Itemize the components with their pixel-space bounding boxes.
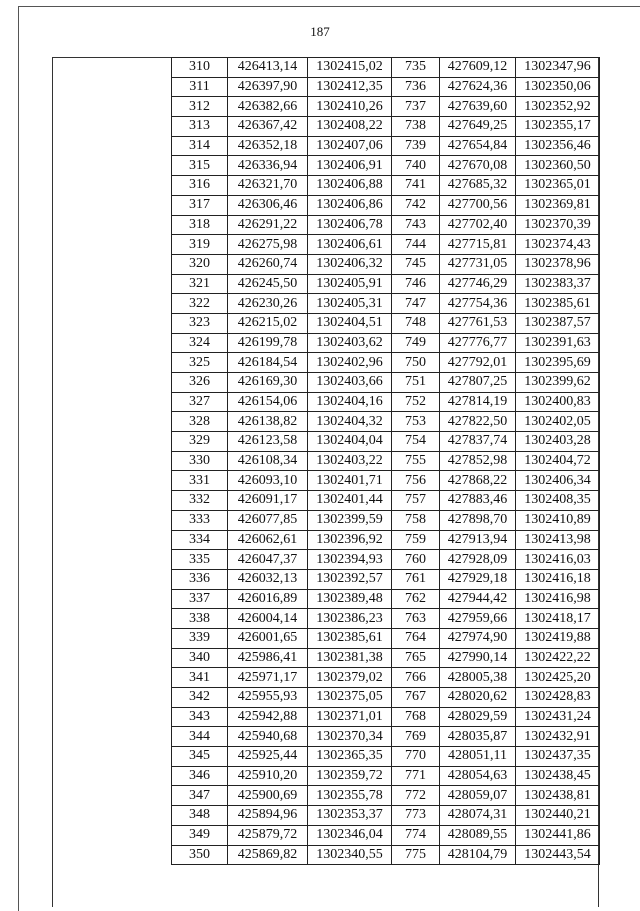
table-row bbox=[172, 668, 600, 688]
x-coordinate-right: 427944,42 bbox=[440, 589, 516, 609]
y-coordinate-right: 1302410,89 bbox=[516, 510, 600, 530]
point-number-left: 327 bbox=[172, 392, 228, 412]
point-number-right: 743 bbox=[392, 215, 440, 235]
point-number-right: 753 bbox=[392, 412, 440, 432]
y-coordinate-right: 1302365,01 bbox=[516, 176, 600, 196]
y-coordinate-left: 1302403,62 bbox=[308, 333, 392, 353]
table-row bbox=[172, 825, 600, 845]
table-row bbox=[172, 274, 600, 294]
x-coordinate-right: 427814,19 bbox=[440, 392, 516, 412]
table-row bbox=[172, 195, 600, 215]
point-number-right: 751 bbox=[392, 373, 440, 393]
y-coordinate-right: 1302356,46 bbox=[516, 136, 600, 156]
x-coordinate-left: 425986,41 bbox=[228, 648, 308, 668]
y-coordinate-left: 1302385,61 bbox=[308, 628, 392, 648]
x-coordinate-right: 428054,63 bbox=[440, 766, 516, 786]
x-coordinate-right: 428029,59 bbox=[440, 707, 516, 727]
point-number-left: 317 bbox=[172, 195, 228, 215]
y-coordinate-right: 1302437,35 bbox=[516, 747, 600, 767]
point-number-left: 313 bbox=[172, 117, 228, 137]
y-coordinate-left: 1302410,26 bbox=[308, 97, 392, 117]
x-coordinate-left: 426138,82 bbox=[228, 412, 308, 432]
y-coordinate-left: 1302406,86 bbox=[308, 195, 392, 215]
point-number-right: 738 bbox=[392, 117, 440, 137]
y-coordinate-right: 1302416,03 bbox=[516, 550, 600, 570]
table-row bbox=[172, 707, 600, 727]
table-row bbox=[172, 569, 600, 589]
x-coordinate-left: 426184,54 bbox=[228, 353, 308, 373]
x-coordinate-right: 427754,36 bbox=[440, 294, 516, 314]
x-coordinate-right: 427852,98 bbox=[440, 451, 516, 471]
point-number-left: 321 bbox=[172, 274, 228, 294]
y-coordinate-right: 1302404,72 bbox=[516, 451, 600, 471]
y-coordinate-left: 1302406,78 bbox=[308, 215, 392, 235]
point-number-right: 756 bbox=[392, 471, 440, 491]
y-coordinate-right: 1302369,81 bbox=[516, 195, 600, 215]
y-coordinate-left: 1302346,04 bbox=[308, 825, 392, 845]
point-number-left: 339 bbox=[172, 628, 228, 648]
x-coordinate-right: 427715,81 bbox=[440, 235, 516, 255]
point-number-left: 348 bbox=[172, 806, 228, 826]
y-coordinate-left: 1302365,35 bbox=[308, 747, 392, 767]
x-coordinate-left: 426123,58 bbox=[228, 432, 308, 452]
x-coordinate-right: 427761,53 bbox=[440, 313, 516, 333]
x-coordinate-left: 426230,26 bbox=[228, 294, 308, 314]
table-row bbox=[172, 392, 600, 412]
x-coordinate-right: 427624,36 bbox=[440, 77, 516, 97]
x-coordinate-right: 427913,94 bbox=[440, 530, 516, 550]
point-number-left: 334 bbox=[172, 530, 228, 550]
y-coordinate-left: 1302403,22 bbox=[308, 451, 392, 471]
x-coordinate-left: 425925,44 bbox=[228, 747, 308, 767]
y-coordinate-right: 1302440,21 bbox=[516, 806, 600, 826]
point-number-left: 323 bbox=[172, 313, 228, 333]
point-number-left: 340 bbox=[172, 648, 228, 668]
point-number-left: 328 bbox=[172, 412, 228, 432]
x-coordinate-left: 426062,61 bbox=[228, 530, 308, 550]
y-coordinate-left: 1302412,35 bbox=[308, 77, 392, 97]
y-coordinate-left: 1302386,23 bbox=[308, 609, 392, 629]
point-number-right: 767 bbox=[392, 688, 440, 708]
x-coordinate-right: 427731,05 bbox=[440, 254, 516, 274]
y-coordinate-right: 1302408,35 bbox=[516, 491, 600, 511]
y-coordinate-right: 1302400,83 bbox=[516, 392, 600, 412]
table-row bbox=[172, 550, 600, 570]
x-coordinate-right: 428035,87 bbox=[440, 727, 516, 747]
point-number-left: 347 bbox=[172, 786, 228, 806]
table-row bbox=[172, 766, 600, 786]
y-coordinate-left: 1302405,31 bbox=[308, 294, 392, 314]
point-number-left: 326 bbox=[172, 373, 228, 393]
point-number-left: 319 bbox=[172, 235, 228, 255]
point-number-right: 764 bbox=[392, 628, 440, 648]
x-coordinate-right: 427837,74 bbox=[440, 432, 516, 452]
table-row bbox=[172, 806, 600, 826]
x-coordinate-left: 426154,06 bbox=[228, 392, 308, 412]
table-row bbox=[172, 136, 600, 156]
table-row bbox=[172, 156, 600, 176]
point-number-left: 346 bbox=[172, 766, 228, 786]
y-coordinate-right: 1302374,43 bbox=[516, 235, 600, 255]
table-row bbox=[172, 313, 600, 333]
point-number-right: 758 bbox=[392, 510, 440, 530]
table-row bbox=[172, 727, 600, 747]
y-coordinate-left: 1302381,38 bbox=[308, 648, 392, 668]
x-coordinate-right: 428059,07 bbox=[440, 786, 516, 806]
x-coordinate-left: 426291,22 bbox=[228, 215, 308, 235]
point-number-right: 759 bbox=[392, 530, 440, 550]
point-number-left: 315 bbox=[172, 156, 228, 176]
point-number-right: 765 bbox=[392, 648, 440, 668]
x-coordinate-right: 427929,18 bbox=[440, 569, 516, 589]
x-coordinate-right: 427685,32 bbox=[440, 176, 516, 196]
table-row bbox=[172, 609, 600, 629]
y-coordinate-left: 1302404,04 bbox=[308, 432, 392, 452]
y-coordinate-left: 1302404,16 bbox=[308, 392, 392, 412]
x-coordinate-left: 426093,10 bbox=[228, 471, 308, 491]
point-number-left: 312 bbox=[172, 97, 228, 117]
point-number-left: 311 bbox=[172, 77, 228, 97]
point-number-left: 350 bbox=[172, 845, 228, 865]
point-number-right: 741 bbox=[392, 176, 440, 196]
table-row bbox=[172, 254, 600, 274]
y-coordinate-right: 1302352,92 bbox=[516, 97, 600, 117]
x-coordinate-right: 428005,38 bbox=[440, 668, 516, 688]
y-coordinate-right: 1302399,62 bbox=[516, 373, 600, 393]
y-coordinate-left: 1302375,05 bbox=[308, 688, 392, 708]
x-coordinate-right: 427868,22 bbox=[440, 471, 516, 491]
point-number-right: 766 bbox=[392, 668, 440, 688]
point-number-left: 341 bbox=[172, 668, 228, 688]
x-coordinate-left: 425900,69 bbox=[228, 786, 308, 806]
x-coordinate-right: 427898,70 bbox=[440, 510, 516, 530]
point-number-right: 750 bbox=[392, 353, 440, 373]
y-coordinate-left: 1302399,59 bbox=[308, 510, 392, 530]
point-number-right: 742 bbox=[392, 195, 440, 215]
y-coordinate-right: 1302395,69 bbox=[516, 353, 600, 373]
y-coordinate-right: 1302385,61 bbox=[516, 294, 600, 314]
point-number-left: 318 bbox=[172, 215, 228, 235]
y-coordinate-right: 1302406,34 bbox=[516, 471, 600, 491]
point-number-left: 342 bbox=[172, 688, 228, 708]
point-number-left: 320 bbox=[172, 254, 228, 274]
point-number-right: 774 bbox=[392, 825, 440, 845]
x-coordinate-right: 428051,11 bbox=[440, 747, 516, 767]
point-number-left: 336 bbox=[172, 569, 228, 589]
table-row bbox=[172, 353, 600, 373]
x-coordinate-left: 425910,20 bbox=[228, 766, 308, 786]
y-coordinate-left: 1302392,57 bbox=[308, 569, 392, 589]
point-number-left: 333 bbox=[172, 510, 228, 530]
y-coordinate-right: 1302403,28 bbox=[516, 432, 600, 452]
point-number-right: 772 bbox=[392, 786, 440, 806]
x-coordinate-right: 427609,12 bbox=[440, 58, 516, 78]
x-coordinate-right: 427792,01 bbox=[440, 353, 516, 373]
point-number-right: 739 bbox=[392, 136, 440, 156]
y-coordinate-left: 1302406,91 bbox=[308, 156, 392, 176]
y-coordinate-left: 1302355,78 bbox=[308, 786, 392, 806]
x-coordinate-right: 427974,90 bbox=[440, 628, 516, 648]
point-number-right: 771 bbox=[392, 766, 440, 786]
y-coordinate-left: 1302406,61 bbox=[308, 235, 392, 255]
x-coordinate-right: 428089,55 bbox=[440, 825, 516, 845]
table-row bbox=[172, 471, 600, 491]
x-coordinate-left: 425955,93 bbox=[228, 688, 308, 708]
table-row bbox=[172, 294, 600, 314]
y-coordinate-left: 1302340,55 bbox=[308, 845, 392, 865]
x-coordinate-left: 426215,02 bbox=[228, 313, 308, 333]
x-coordinate-left: 425869,82 bbox=[228, 845, 308, 865]
x-coordinate-right: 427776,77 bbox=[440, 333, 516, 353]
y-coordinate-right: 1302370,39 bbox=[516, 215, 600, 235]
table-row bbox=[172, 58, 600, 78]
x-coordinate-right: 427928,09 bbox=[440, 550, 516, 570]
y-coordinate-right: 1302438,45 bbox=[516, 766, 600, 786]
x-coordinate-left: 426091,17 bbox=[228, 491, 308, 511]
point-number-right: 769 bbox=[392, 727, 440, 747]
y-coordinate-right: 1302422,22 bbox=[516, 648, 600, 668]
y-coordinate-left: 1302370,34 bbox=[308, 727, 392, 747]
table-row bbox=[172, 97, 600, 117]
x-coordinate-right: 427639,60 bbox=[440, 97, 516, 117]
x-coordinate-left: 426169,30 bbox=[228, 373, 308, 393]
x-coordinate-left: 426367,42 bbox=[228, 117, 308, 137]
y-coordinate-right: 1302416,18 bbox=[516, 569, 600, 589]
coordinates-table bbox=[171, 57, 600, 865]
x-coordinate-left: 426004,14 bbox=[228, 609, 308, 629]
x-coordinate-left: 426016,89 bbox=[228, 589, 308, 609]
y-coordinate-right: 1302431,24 bbox=[516, 707, 600, 727]
y-coordinate-left: 1302396,92 bbox=[308, 530, 392, 550]
y-coordinate-left: 1302404,32 bbox=[308, 412, 392, 432]
point-number-left: 322 bbox=[172, 294, 228, 314]
y-coordinate-right: 1302391,63 bbox=[516, 333, 600, 353]
x-coordinate-left: 426306,46 bbox=[228, 195, 308, 215]
y-coordinate-left: 1302415,02 bbox=[308, 58, 392, 78]
y-coordinate-right: 1302378,96 bbox=[516, 254, 600, 274]
table-row bbox=[172, 373, 600, 393]
y-coordinate-right: 1302383,37 bbox=[516, 274, 600, 294]
y-coordinate-right: 1302432,91 bbox=[516, 727, 600, 747]
point-number-right: 746 bbox=[392, 274, 440, 294]
x-coordinate-right: 427649,25 bbox=[440, 117, 516, 137]
y-coordinate-right: 1302402,05 bbox=[516, 412, 600, 432]
table-row bbox=[172, 628, 600, 648]
y-coordinate-left: 1302403,66 bbox=[308, 373, 392, 393]
point-number-right: 748 bbox=[392, 313, 440, 333]
point-number-left: 316 bbox=[172, 176, 228, 196]
x-coordinate-left: 426397,90 bbox=[228, 77, 308, 97]
table-row bbox=[172, 510, 600, 530]
y-coordinate-right: 1302350,06 bbox=[516, 77, 600, 97]
point-number-right: 749 bbox=[392, 333, 440, 353]
point-number-right: 775 bbox=[392, 845, 440, 865]
y-coordinate-right: 1302355,17 bbox=[516, 117, 600, 137]
y-coordinate-right: 1302360,50 bbox=[516, 156, 600, 176]
y-coordinate-right: 1302418,17 bbox=[516, 609, 600, 629]
y-coordinate-left: 1302353,37 bbox=[308, 806, 392, 826]
point-number-left: 331 bbox=[172, 471, 228, 491]
point-number-right: 747 bbox=[392, 294, 440, 314]
point-number-left: 310 bbox=[172, 58, 228, 78]
point-number-right: 755 bbox=[392, 451, 440, 471]
point-number-left: 337 bbox=[172, 589, 228, 609]
point-number-right: 744 bbox=[392, 235, 440, 255]
x-coordinate-left: 426413,14 bbox=[228, 58, 308, 78]
point-number-right: 762 bbox=[392, 589, 440, 609]
table-row bbox=[172, 432, 600, 452]
point-number-left: 335 bbox=[172, 550, 228, 570]
x-coordinate-right: 427670,08 bbox=[440, 156, 516, 176]
point-number-left: 329 bbox=[172, 432, 228, 452]
x-coordinate-right: 427654,84 bbox=[440, 136, 516, 156]
point-number-left: 345 bbox=[172, 747, 228, 767]
x-coordinate-left: 426108,34 bbox=[228, 451, 308, 471]
table-row bbox=[172, 786, 600, 806]
point-number-left: 324 bbox=[172, 333, 228, 353]
y-coordinate-left: 1302404,51 bbox=[308, 313, 392, 333]
point-number-left: 325 bbox=[172, 353, 228, 373]
y-coordinate-right: 1302387,57 bbox=[516, 313, 600, 333]
point-number-right: 763 bbox=[392, 609, 440, 629]
point-number-left: 314 bbox=[172, 136, 228, 156]
x-coordinate-left: 426077,85 bbox=[228, 510, 308, 530]
y-coordinate-right: 1302416,98 bbox=[516, 589, 600, 609]
table-row bbox=[172, 530, 600, 550]
x-coordinate-left: 425894,96 bbox=[228, 806, 308, 826]
point-number-right: 735 bbox=[392, 58, 440, 78]
table-row bbox=[172, 235, 600, 255]
point-number-left: 330 bbox=[172, 451, 228, 471]
x-coordinate-right: 427746,29 bbox=[440, 274, 516, 294]
x-coordinate-right: 428104,79 bbox=[440, 845, 516, 865]
x-coordinate-left: 426336,94 bbox=[228, 156, 308, 176]
point-number-right: 736 bbox=[392, 77, 440, 97]
x-coordinate-left: 425971,17 bbox=[228, 668, 308, 688]
point-number-right: 757 bbox=[392, 491, 440, 511]
x-coordinate-left: 426245,50 bbox=[228, 274, 308, 294]
table-row bbox=[172, 688, 600, 708]
page-number: 187 bbox=[310, 24, 330, 39]
point-number-left: 349 bbox=[172, 825, 228, 845]
table-row bbox=[172, 845, 600, 865]
x-coordinate-left: 426275,98 bbox=[228, 235, 308, 255]
point-number-right: 761 bbox=[392, 569, 440, 589]
table-row bbox=[172, 215, 600, 235]
y-coordinate-left: 1302406,32 bbox=[308, 254, 392, 274]
y-coordinate-right: 1302419,88 bbox=[516, 628, 600, 648]
x-coordinate-right: 428074,31 bbox=[440, 806, 516, 826]
table-row bbox=[172, 589, 600, 609]
x-coordinate-right: 427883,46 bbox=[440, 491, 516, 511]
y-coordinate-right: 1302441,86 bbox=[516, 825, 600, 845]
x-coordinate-left: 426199,78 bbox=[228, 333, 308, 353]
y-coordinate-right: 1302428,83 bbox=[516, 688, 600, 708]
point-number-right: 754 bbox=[392, 432, 440, 452]
y-coordinate-right: 1302347,96 bbox=[516, 58, 600, 78]
table-row bbox=[172, 77, 600, 97]
point-number-right: 737 bbox=[392, 97, 440, 117]
x-coordinate-right: 427959,66 bbox=[440, 609, 516, 629]
y-coordinate-left: 1302407,06 bbox=[308, 136, 392, 156]
y-coordinate-left: 1302402,96 bbox=[308, 353, 392, 373]
y-coordinate-left: 1302359,72 bbox=[308, 766, 392, 786]
y-coordinate-right: 1302425,20 bbox=[516, 668, 600, 688]
y-coordinate-left: 1302389,48 bbox=[308, 589, 392, 609]
table-row bbox=[172, 648, 600, 668]
y-coordinate-left: 1302371,01 bbox=[308, 707, 392, 727]
point-number-right: 773 bbox=[392, 806, 440, 826]
x-coordinate-left: 426382,66 bbox=[228, 97, 308, 117]
point-number-left: 332 bbox=[172, 491, 228, 511]
y-coordinate-right: 1302443,54 bbox=[516, 845, 600, 865]
point-number-left: 343 bbox=[172, 707, 228, 727]
y-coordinate-right: 1302413,98 bbox=[516, 530, 600, 550]
point-number-left: 344 bbox=[172, 727, 228, 747]
x-coordinate-left: 425879,72 bbox=[228, 825, 308, 845]
x-coordinate-left: 426352,18 bbox=[228, 136, 308, 156]
y-coordinate-left: 1302401,71 bbox=[308, 471, 392, 491]
y-coordinate-left: 1302394,93 bbox=[308, 550, 392, 570]
y-coordinate-right: 1302438,81 bbox=[516, 786, 600, 806]
table-row bbox=[172, 176, 600, 196]
point-number-right: 745 bbox=[392, 254, 440, 274]
table-row bbox=[172, 412, 600, 432]
point-number-right: 768 bbox=[392, 707, 440, 727]
y-coordinate-left: 1302408,22 bbox=[308, 117, 392, 137]
table-row bbox=[172, 451, 600, 471]
x-coordinate-right: 427807,25 bbox=[440, 373, 516, 393]
x-coordinate-right: 427700,56 bbox=[440, 195, 516, 215]
x-coordinate-right: 427822,50 bbox=[440, 412, 516, 432]
x-coordinate-left: 425942,88 bbox=[228, 707, 308, 727]
point-number-right: 752 bbox=[392, 392, 440, 412]
y-coordinate-left: 1302406,88 bbox=[308, 176, 392, 196]
y-coordinate-left: 1302405,91 bbox=[308, 274, 392, 294]
x-coordinate-right: 427990,14 bbox=[440, 648, 516, 668]
table-row bbox=[172, 333, 600, 353]
point-number-left: 338 bbox=[172, 609, 228, 629]
x-coordinate-left: 425940,68 bbox=[228, 727, 308, 747]
x-coordinate-right: 428020,62 bbox=[440, 688, 516, 708]
x-coordinate-left: 426032,13 bbox=[228, 569, 308, 589]
x-coordinate-left: 426260,74 bbox=[228, 254, 308, 274]
point-number-right: 770 bbox=[392, 747, 440, 767]
coordinates-table-body bbox=[172, 58, 600, 865]
x-coordinate-left: 426001,65 bbox=[228, 628, 308, 648]
table-row bbox=[172, 491, 600, 511]
table-row bbox=[172, 747, 600, 767]
x-coordinate-left: 426321,70 bbox=[228, 176, 308, 196]
point-number-right: 740 bbox=[392, 156, 440, 176]
x-coordinate-right: 427702,40 bbox=[440, 215, 516, 235]
y-coordinate-left: 1302379,02 bbox=[308, 668, 392, 688]
table-row bbox=[172, 117, 600, 137]
y-coordinate-left: 1302401,44 bbox=[308, 491, 392, 511]
point-number-right: 760 bbox=[392, 550, 440, 570]
x-coordinate-left: 426047,37 bbox=[228, 550, 308, 570]
